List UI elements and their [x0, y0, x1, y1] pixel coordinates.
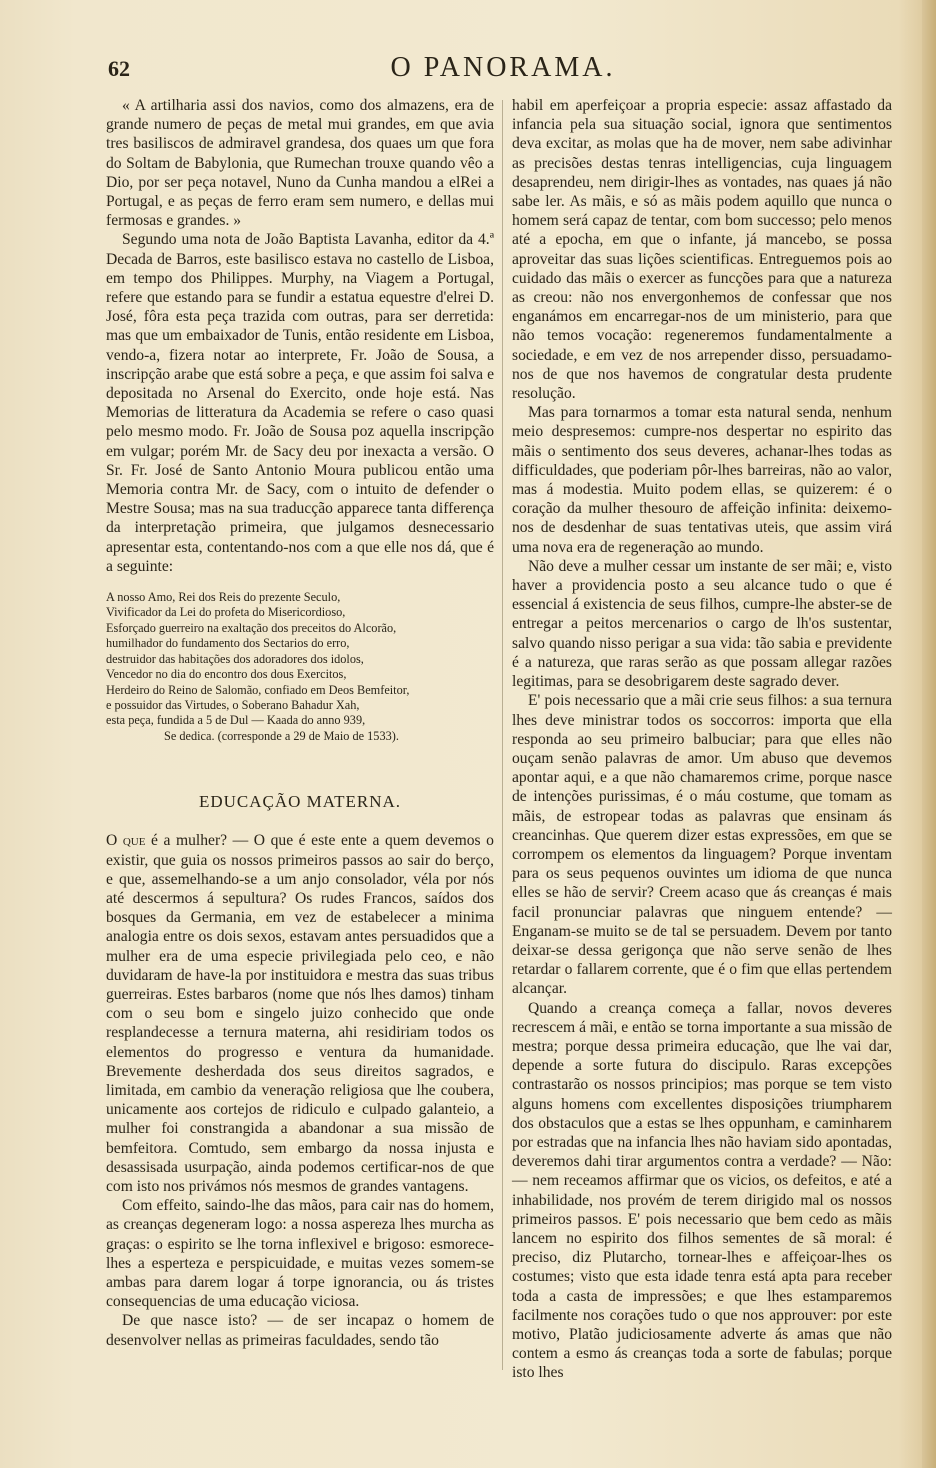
- inscription-line: Se dedica. (corresponde a 29 de Maio de 1533).: [164, 728, 399, 743]
- article-paragraph: habil em aperfeiçoar a propria especie: assaz affastado da infancia pela sua situação social, ignora que sentimentos deva excitar, as molas que ha de mover, nem sabe adivinhar as precisões destas tenras intelligencias, cuja linguagem desaprendeu, nem dirigir-lhes as vontades, nas quaes já não sabe ler. As mãis, e só as mãis podem aquillo que nunca o homem será capaz de tentar, com bom successo; pelo menos até a epocha, em que o infante, já mancebo, se possa aproveitar das suas lições scientificas. Entreguemos pois ao cuidado das mãis o exercer as funcções para que a natureza as creou: não nos envergonhemos de confessar que nos enganámos em encarregar-nos de um ministerio, para que não temos vocação: regeneremos fundamentalmente a sociedade, e em vez de nos arrepender disso, persuadamo-nos de que nos havemos de congratular desta prudente resolução.: [512, 97, 892, 403]
- article-paragraph: Mas para tornarmos a tomar esta natural senda, nenhum meio despresemos: cumpre-nos despertar no espirito das mãis o sentimento dos seus deveres, achanar-lhes todas as difficuldades, que poderiam pôr-lhes barreiras, não ao valor, mas á modestia. Muito podem ellas, se quizerem: é o coração da mulher thesouro de affeição infinita: deixemo-nos de desdenhar de suas tentativas uteis, que assim virá uma nova era de regeneração ao mundo.: [512, 404, 892, 556]
- article-paragraph: Com effeito, saindo-lhe das mãos, para cair nas do homem, as creanças degeneram logo: a nossa aspereza lhes murcha as graças: o espirito se lhe torna inflexivel e brigoso: esmorece-lhes a esperteza e perspicuidade, e muitas vezes somem-se ambas para darem logar á torpe ignorancia, ou ás tristes consequencias de uma educação viciosa.: [106, 1197, 494, 1311]
- lead-words: O que: [106, 832, 146, 850]
- article-paragraph: [106, 831, 494, 1196]
- inscription-line: Herdeiro do Reino de Salomão, confiado em Deos Bemfeitor,: [106, 682, 410, 697]
- column-divider: [502, 100, 503, 1370]
- inscription-line: Vencedor no dia do encontro dos dous Exercitos,: [106, 667, 347, 682]
- inscription-line: Esforçado guerreiro na exaltação dos preceitos do Alcorão,: [106, 620, 397, 635]
- paragraph-text: é a mulher? — O que é este ente a quem devemos o existir, que guia os nossos primeiros passos ao sair do berço, e que, assemelhando-se a um anjo consolador, véla por nós até descermos á sepultura? Os rudes Francos, saídos dos bosques da Germania, em vez de estabelecer a minima analogia entre os dois sexos, estavam antes persuadidos que a mulher era de uma especie privilegiada pelo ceo, e não duvidaram de have-la por instituidora e mestra das suas tribus guerreiras. Estes barbaros (nome que nós lhes damos) tinham com o seu bom e singelo juizo conhecido que onde resplandecesse a ternura materna, ahi residiriam todos os elementos do progresso e ventura da humanidade. Brevemente desherdada dos seus direitos sagrados, e limitada, em cambio da veneração religiosa que lhe coubera, unicamente aos cortejos de ridiculo e culpado galanteio, a mulher foi constrangida a abandonar a sua missão de bemfeitora. Comtudo, sem embargo da nossa injusta e desassisada usurpação, ainda podemos certificar-nos de que com isto nos privámos nós mesmos de grandes vantagens.: [106, 832, 494, 1195]
- quote-paragraph: « A artilharia assi dos navios, como dos almazens, era de grande numero de peças de metal mui grandes, em que avia tres basiliscos de admiravel grandesa, dos quaes um que fora do Soltam de Babylonia, que Rumechan trouxe quando vêo a Dio, por ser peça notavel, Nuno da Cunha mandou a elRei a Portugal, e as peças de ferro eram sem numero, e dellas mui fermosas e grandes. »: [106, 97, 494, 230]
- inscription-line: A nosso Amo, Rei dos Reis do prezente Seculo,: [106, 590, 341, 605]
- inscription-line: e possuidor das Virtudes, o Soberano Bahadur Xah,: [106, 697, 360, 712]
- inscription-line: humilhador do fundamento dos Sectarios do erro,: [106, 636, 350, 651]
- page-edge: [922, 0, 936, 1468]
- article-paragraph: Segundo uma nota de João Baptista Lavanha, editor da 4.ª Decada de Barros, este basilisco estava no castello de Lisboa, em tempo dos Philippes. Murphy, na Viagem a Portugal, refere que estando para se fundir a estatua equestre d'elrei D. José, fôra esta peça trazida com outras, para ser derretida: mas que um embaixador de Tunis, então residente em Lisboa, vendo-a, fizera notar ao interprete, Fr. João de Sousa, a inscripção arabe que está sobre a peça, e que assim foi salva e depositada no Arsenal do Exercito, onde hoje está. Nas Memorias de litteratura da Academia se refere o caso quasi pelo mesmo modo. Fr. João de Sousa poz aquella inscripção em vulgar; porém Mr. de Sacy deu por inexacta a versão. O Sr. Fr. José de Santo Antonio Moura publicou então uma Memoria contra Mr. de Sacy, com o intuito de defender o Mestre Sousa; mas na sua traducção apparece tanta differença da interpretação primeira, que julgamos desnecessario apresentar esta, contentando-nos com a que elle nos dá, que é a seguinte:: [106, 231, 494, 575]
- article-paragraph: De que nasce isto? — de ser incapaz o homem de desenvolver nellas as primeiras faculdades, sendo tão: [106, 1312, 494, 1349]
- right-column: [512, 96, 892, 1383]
- inscription-line: Vivificador da Lei do profeta do Misericordioso,: [106, 605, 346, 620]
- inscription-line: destruidor das habitações dos adoradores dos idolos,: [106, 651, 364, 666]
- article-paragraph: Quando a creança começa a fallar, novos deveres recrescem á mãi, e então se torna importante a sua missão de mestra; porque dessa primeira educação, que lhe vai dar, depende a sorte futura do discipulo. Raras excepções contrastarão os nossos principios; mas porque se tem visto alguns homens com excellentes disposições triumpharem dos obstaculos que a estas se lhes oppunham, e caminharem por estradas que na infancia lhes não haviam sido apontadas, deveremos dahi tirar argumentos contra a verdade? — Não: — nem receamos affirmar que os vicios, os defeitos, e até a inhabilidade, nos provém de terem dirigido mal os nossos primeiros passos. E' pois necessario que bem cedo as mãis lancem no espirito dos filhos sementes de sã moral: é preciso, diz Plutarcho, tornear-lhes e affeiçoar-lhes os costumes; visto que esta idade tenra está apta para receber toda a casta de impressões; e que lhes estamparemos facilmente nos corações tudo o que nos approuver: por este motivo, Platão judiciosamente adverte ás amas que não contem a esmo ás creanças toda a sorte de fabulas; porque isto lhes: [512, 999, 892, 1382]
- page-number: 62: [108, 56, 130, 81]
- journal-title: O PANORAMA.: [390, 52, 616, 83]
- section-heading: EDUCAÇÃO MATERNA.: [198, 792, 402, 812]
- left-column: [106, 96, 494, 1350]
- inscription-block: [106, 590, 494, 744]
- article-paragraph: E' pois necessario que a mãi crie seus filhos: a sua ternura lhes deve ministrar todos os soccorros: importa que ella responda ao seu primeiro balbuciar; para que elles não ouçam senão palavras de amor. Um abuso que devemos apontar aqui, e a que não chamaremos crime, porque nasce de intenções purissimas, é o máu costume, que tomam as mãis, de estropear todas as palavras que ensinam ás creancinhas. Que querem dizer estas expressões, em que se corrompem os elementos da linguagem? Porque inventam para os seus pequenos ouvintes um idioma de que nunca elles se hão de servir? Creem acaso que ás creanças é mais facil pronunciar palavras que ninguem entende? — Enganam-se muito se de tal se persuadem. Devem por tanto deixar-se dessa gerigonça que não serve senão de lhes retardar o fallarem corrente, que é o fim que ellas pertendem alcançar.: [512, 692, 892, 998]
- page-header: [108, 52, 898, 86]
- article-paragraph: Não deve a mulher cessar um instante de ser mãi; e, visto haver a providencia posto a seu alcance tudo o que é essencial á existencia de seus filhos, cumpre-lhe abster-se de entregar a peitos mercenarios o cargo de lh'os sustentar, salvo quando nisso perigar a sua vida: tão sabia e previdente é a natureza, que raras serão as que possam allegar razões legitimas, para se desobrigarem deste sagrado dever.: [512, 557, 892, 691]
- inscription-line: esta peça, fundida a 5 de Dul — Kaada do anno 939,: [106, 713, 366, 728]
